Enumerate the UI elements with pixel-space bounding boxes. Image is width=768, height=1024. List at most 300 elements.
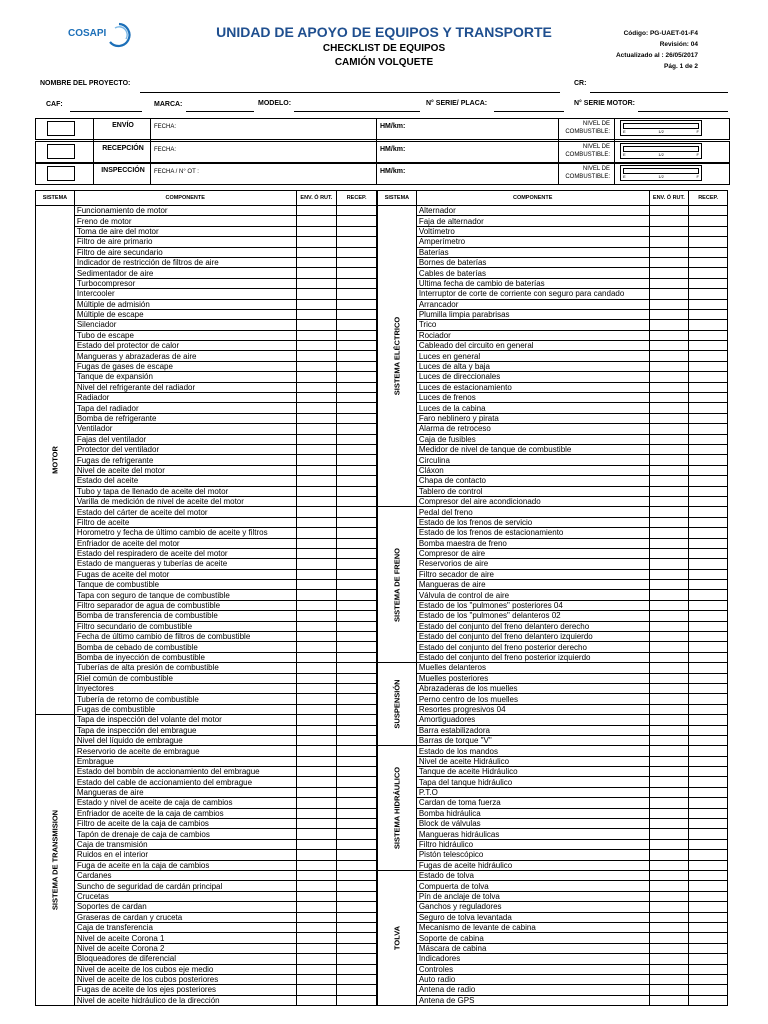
env-check-cell[interactable] [649,372,689,382]
event-checkbox[interactable] [47,121,75,136]
recep-check-cell[interactable] [337,351,377,361]
env-check-cell[interactable] [649,569,689,579]
recep-check-cell[interactable] [689,943,728,953]
recep-check-cell[interactable] [689,777,728,787]
env-check-cell[interactable] [296,611,337,621]
recep-check-cell[interactable] [689,476,728,486]
recep-check-cell[interactable] [337,496,377,506]
env-check-cell[interactable] [296,309,337,319]
recep-check-cell[interactable] [689,559,728,569]
recep-check-cell[interactable] [337,673,377,683]
recep-check-cell[interactable] [337,985,377,995]
env-check-cell[interactable] [296,517,337,527]
recep-check-cell[interactable] [337,819,377,829]
recep-check-cell[interactable] [689,995,728,1005]
recep-check-cell[interactable] [337,434,377,444]
recep-check-cell[interactable] [689,746,728,756]
recep-check-cell[interactable] [689,216,728,226]
env-check-cell[interactable] [649,424,689,434]
recep-check-cell[interactable] [689,912,728,922]
recep-check-cell[interactable] [689,351,728,361]
recep-check-cell[interactable] [337,611,377,621]
recep-check-cell[interactable] [689,590,728,600]
env-check-cell[interactable] [649,247,689,257]
env-check-cell[interactable] [649,465,689,475]
env-check-cell[interactable] [649,559,689,569]
env-check-cell[interactable] [649,704,689,714]
recep-check-cell[interactable] [337,715,377,725]
recep-check-cell[interactable] [337,580,377,590]
recep-check-cell[interactable] [337,694,377,704]
recep-check-cell[interactable] [337,642,377,652]
recep-check-cell[interactable] [689,486,728,496]
modelo-field[interactable] [294,111,420,112]
env-check-cell[interactable] [296,548,337,558]
env-check-cell[interactable] [649,642,689,652]
env-check-cell[interactable] [649,382,689,392]
recep-check-cell[interactable] [337,767,377,777]
recep-check-cell[interactable] [337,548,377,558]
env-check-cell[interactable] [296,507,337,517]
recep-check-cell[interactable] [689,756,728,766]
env-check-cell[interactable] [296,985,337,995]
recep-check-cell[interactable] [689,871,728,881]
recep-check-cell[interactable] [689,372,728,382]
recep-check-cell[interactable] [337,476,377,486]
recep-check-cell[interactable] [689,320,728,330]
recep-check-cell[interactable] [689,829,728,839]
fuel-gauge[interactable] [620,143,702,159]
env-check-cell[interactable] [296,787,337,797]
recep-check-cell[interactable] [337,289,377,299]
recep-check-cell[interactable] [689,632,728,642]
recep-check-cell[interactable] [337,361,377,371]
env-check-cell[interactable] [296,444,337,454]
recep-check-cell[interactable] [689,289,728,299]
recep-check-cell[interactable] [337,850,377,860]
fuel-gauge[interactable] [620,165,702,181]
env-check-cell[interactable] [296,704,337,714]
recep-check-cell[interactable] [337,309,377,319]
recep-check-cell[interactable] [689,393,728,403]
env-check-cell[interactable] [649,590,689,600]
env-check-cell[interactable] [296,424,337,434]
env-check-cell[interactable] [296,403,337,413]
env-check-cell[interactable] [649,767,689,777]
env-check-cell[interactable] [296,943,337,953]
recep-check-cell[interactable] [689,985,728,995]
recep-check-cell[interactable] [337,403,377,413]
recep-check-cell[interactable] [337,507,377,517]
env-check-cell[interactable] [296,922,337,932]
recep-check-cell[interactable] [689,881,728,891]
recep-check-cell[interactable] [689,434,728,444]
recep-check-cell[interactable] [689,725,728,735]
event-checkbox[interactable] [47,144,75,159]
env-check-cell[interactable] [649,444,689,454]
recep-check-cell[interactable] [689,663,728,673]
env-check-cell[interactable] [649,580,689,590]
recep-check-cell[interactable] [337,891,377,901]
recep-check-cell[interactable] [337,683,377,693]
env-check-cell[interactable] [649,652,689,662]
env-check-cell[interactable] [296,756,337,766]
env-check-cell[interactable] [649,881,689,891]
env-check-cell[interactable] [296,632,337,642]
recep-check-cell[interactable] [337,393,377,403]
env-check-cell[interactable] [649,974,689,984]
env-check-cell[interactable] [649,777,689,787]
env-check-cell[interactable] [296,590,337,600]
recep-check-cell[interactable] [689,237,728,247]
recep-check-cell[interactable] [689,569,728,579]
env-check-cell[interactable] [296,559,337,569]
env-check-cell[interactable] [649,746,689,756]
recep-check-cell[interactable] [337,455,377,465]
recep-check-cell[interactable] [337,528,377,538]
env-check-cell[interactable] [649,995,689,1005]
recep-check-cell[interactable] [689,299,728,309]
recep-check-cell[interactable] [337,268,377,278]
recep-check-cell[interactable] [337,569,377,579]
env-check-cell[interactable] [649,694,689,704]
env-check-cell[interactable] [649,403,689,413]
recep-check-cell[interactable] [689,403,728,413]
recep-check-cell[interactable] [337,808,377,818]
env-check-cell[interactable] [649,393,689,403]
recep-check-cell[interactable] [337,756,377,766]
env-check-cell[interactable] [296,372,337,382]
env-check-cell[interactable] [296,486,337,496]
env-check-cell[interactable] [296,683,337,693]
env-check-cell[interactable] [649,216,689,226]
env-check-cell[interactable] [649,496,689,506]
env-check-cell[interactable] [296,289,337,299]
env-check-cell[interactable] [296,891,337,901]
env-check-cell[interactable] [649,548,689,558]
recep-check-cell[interactable] [689,278,728,288]
env-check-cell[interactable] [296,819,337,829]
recep-check-cell[interactable] [689,361,728,371]
fuel-gauge[interactable] [620,120,702,136]
marca-field[interactable] [186,111,254,112]
recep-check-cell[interactable] [689,974,728,984]
recep-check-cell[interactable] [337,871,377,881]
recep-check-cell[interactable] [689,257,728,267]
recep-check-cell[interactable] [337,798,377,808]
env-check-cell[interactable] [649,715,689,725]
recep-check-cell[interactable] [337,621,377,631]
env-check-cell[interactable] [649,829,689,839]
recep-check-cell[interactable] [337,974,377,984]
serie-placa-field[interactable] [494,111,564,112]
recep-check-cell[interactable] [689,413,728,423]
recep-check-cell[interactable] [689,850,728,860]
env-check-cell[interactable] [296,777,337,787]
env-check-cell[interactable] [296,652,337,662]
env-check-cell[interactable] [649,632,689,642]
recep-check-cell[interactable] [337,206,377,216]
env-check-cell[interactable] [296,569,337,579]
env-check-cell[interactable] [649,413,689,423]
env-check-cell[interactable] [296,434,337,444]
recep-check-cell[interactable] [337,787,377,797]
env-check-cell[interactable] [296,465,337,475]
env-check-cell[interactable] [296,538,337,548]
env-check-cell[interactable] [296,850,337,860]
recep-check-cell[interactable] [337,299,377,309]
env-check-cell[interactable] [296,642,337,652]
recep-check-cell[interactable] [689,704,728,714]
recep-check-cell[interactable] [689,444,728,454]
env-check-cell[interactable] [296,808,337,818]
env-check-cell[interactable] [649,351,689,361]
recep-check-cell[interactable] [689,673,728,683]
recep-check-cell[interactable] [337,777,377,787]
recep-check-cell[interactable] [689,735,728,745]
recep-check-cell[interactable] [689,580,728,590]
env-check-cell[interactable] [649,683,689,693]
env-check-cell[interactable] [296,964,337,974]
recep-check-cell[interactable] [689,933,728,943]
env-check-cell[interactable] [296,933,337,943]
env-check-cell[interactable] [296,621,337,631]
cr-field[interactable] [590,92,728,93]
recep-check-cell[interactable] [337,829,377,839]
env-check-cell[interactable] [296,715,337,725]
env-check-cell[interactable] [649,611,689,621]
recep-check-cell[interactable] [337,746,377,756]
recep-check-cell[interactable] [337,725,377,735]
recep-check-cell[interactable] [337,922,377,932]
recep-check-cell[interactable] [337,902,377,912]
env-check-cell[interactable] [296,299,337,309]
env-check-cell[interactable] [296,954,337,964]
env-check-cell[interactable] [649,341,689,351]
env-check-cell[interactable] [649,839,689,849]
recep-check-cell[interactable] [689,517,728,527]
env-check-cell[interactable] [296,226,337,236]
env-check-cell[interactable] [296,361,337,371]
env-check-cell[interactable] [649,871,689,881]
recep-check-cell[interactable] [337,237,377,247]
env-check-cell[interactable] [296,476,337,486]
env-check-cell[interactable] [649,912,689,922]
recep-check-cell[interactable] [337,216,377,226]
env-check-cell[interactable] [296,351,337,361]
recep-check-cell[interactable] [337,590,377,600]
env-check-cell[interactable] [649,237,689,247]
env-check-cell[interactable] [649,787,689,797]
env-check-cell[interactable] [296,382,337,392]
recep-check-cell[interactable] [337,860,377,870]
serie-motor-field[interactable] [638,111,728,112]
recep-check-cell[interactable] [689,424,728,434]
recep-check-cell[interactable] [337,486,377,496]
recep-check-cell[interactable] [689,860,728,870]
env-check-cell[interactable] [649,902,689,912]
env-check-cell[interactable] [296,974,337,984]
recep-check-cell[interactable] [689,819,728,829]
env-check-cell[interactable] [296,767,337,777]
recep-check-cell[interactable] [337,372,377,382]
env-check-cell[interactable] [649,309,689,319]
recep-check-cell[interactable] [337,330,377,340]
env-check-cell[interactable] [649,330,689,340]
recep-check-cell[interactable] [337,424,377,434]
env-check-cell[interactable] [649,206,689,216]
env-check-cell[interactable] [649,819,689,829]
recep-check-cell[interactable] [337,320,377,330]
recep-check-cell[interactable] [337,413,377,423]
env-check-cell[interactable] [649,517,689,527]
env-check-cell[interactable] [649,361,689,371]
recep-check-cell[interactable] [689,652,728,662]
recep-check-cell[interactable] [689,600,728,610]
env-check-cell[interactable] [649,257,689,267]
env-check-cell[interactable] [649,735,689,745]
env-check-cell[interactable] [296,871,337,881]
recep-check-cell[interactable] [337,247,377,257]
env-check-cell[interactable] [296,995,337,1005]
recep-check-cell[interactable] [689,341,728,351]
env-check-cell[interactable] [649,798,689,808]
env-check-cell[interactable] [296,206,337,216]
env-check-cell[interactable] [296,341,337,351]
env-check-cell[interactable] [649,985,689,995]
recep-check-cell[interactable] [337,632,377,642]
recep-check-cell[interactable] [337,538,377,548]
env-check-cell[interactable] [649,299,689,309]
project-name-field[interactable] [140,92,560,93]
env-check-cell[interactable] [649,476,689,486]
env-check-cell[interactable] [296,455,337,465]
env-check-cell[interactable] [649,434,689,444]
recep-check-cell[interactable] [337,465,377,475]
env-check-cell[interactable] [649,455,689,465]
env-check-cell[interactable] [296,725,337,735]
recep-check-cell[interactable] [337,881,377,891]
recep-check-cell[interactable] [689,226,728,236]
env-check-cell[interactable] [649,673,689,683]
env-check-cell[interactable] [296,735,337,745]
env-check-cell[interactable] [296,413,337,423]
env-check-cell[interactable] [649,860,689,870]
recep-check-cell[interactable] [337,912,377,922]
recep-check-cell[interactable] [689,767,728,777]
env-check-cell[interactable] [649,663,689,673]
env-check-cell[interactable] [296,746,337,756]
env-check-cell[interactable] [296,902,337,912]
recep-check-cell[interactable] [689,465,728,475]
caf-field[interactable] [70,111,142,112]
recep-check-cell[interactable] [689,787,728,797]
env-check-cell[interactable] [649,964,689,974]
recep-check-cell[interactable] [689,694,728,704]
recep-check-cell[interactable] [337,278,377,288]
env-check-cell[interactable] [649,725,689,735]
env-check-cell[interactable] [296,912,337,922]
recep-check-cell[interactable] [689,382,728,392]
recep-check-cell[interactable] [689,528,728,538]
env-check-cell[interactable] [649,226,689,236]
env-check-cell[interactable] [296,860,337,870]
env-check-cell[interactable] [296,393,337,403]
recep-check-cell[interactable] [689,902,728,912]
env-check-cell[interactable] [649,850,689,860]
env-check-cell[interactable] [296,247,337,257]
env-check-cell[interactable] [649,891,689,901]
recep-check-cell[interactable] [689,247,728,257]
recep-check-cell[interactable] [337,559,377,569]
recep-check-cell[interactable] [337,652,377,662]
recep-check-cell[interactable] [689,642,728,652]
env-check-cell[interactable] [296,673,337,683]
recep-check-cell[interactable] [337,257,377,267]
env-check-cell[interactable] [649,486,689,496]
recep-check-cell[interactable] [337,704,377,714]
env-check-cell[interactable] [649,538,689,548]
recep-check-cell[interactable] [689,954,728,964]
env-check-cell[interactable] [296,663,337,673]
env-check-cell[interactable] [296,237,337,247]
env-check-cell[interactable] [649,600,689,610]
env-check-cell[interactable] [649,922,689,932]
env-check-cell[interactable] [649,943,689,953]
env-check-cell[interactable] [296,829,337,839]
env-check-cell[interactable] [649,954,689,964]
recep-check-cell[interactable] [337,444,377,454]
env-check-cell[interactable] [296,694,337,704]
env-check-cell[interactable] [296,798,337,808]
env-check-cell[interactable] [296,496,337,506]
recep-check-cell[interactable] [337,964,377,974]
env-check-cell[interactable] [649,289,689,299]
recep-check-cell[interactable] [689,839,728,849]
env-check-cell[interactable] [296,268,337,278]
env-check-cell[interactable] [296,600,337,610]
env-check-cell[interactable] [296,330,337,340]
env-check-cell[interactable] [649,268,689,278]
env-check-cell[interactable] [649,756,689,766]
recep-check-cell[interactable] [689,330,728,340]
recep-check-cell[interactable] [337,943,377,953]
recep-check-cell[interactable] [689,964,728,974]
env-check-cell[interactable] [649,933,689,943]
env-check-cell[interactable] [296,278,337,288]
recep-check-cell[interactable] [689,268,728,278]
env-check-cell[interactable] [649,278,689,288]
recep-check-cell[interactable] [689,206,728,216]
recep-check-cell[interactable] [689,922,728,932]
env-check-cell[interactable] [296,528,337,538]
recep-check-cell[interactable] [337,735,377,745]
recep-check-cell[interactable] [689,891,728,901]
recep-check-cell[interactable] [337,933,377,943]
env-check-cell[interactable] [649,507,689,517]
recep-check-cell[interactable] [337,954,377,964]
env-check-cell[interactable] [296,257,337,267]
env-check-cell[interactable] [296,320,337,330]
recep-check-cell[interactable] [337,226,377,236]
recep-check-cell[interactable] [689,507,728,517]
recep-check-cell[interactable] [689,455,728,465]
recep-check-cell[interactable] [689,496,728,506]
recep-check-cell[interactable] [689,611,728,621]
recep-check-cell[interactable] [689,798,728,808]
env-check-cell[interactable] [296,216,337,226]
env-check-cell[interactable] [649,621,689,631]
